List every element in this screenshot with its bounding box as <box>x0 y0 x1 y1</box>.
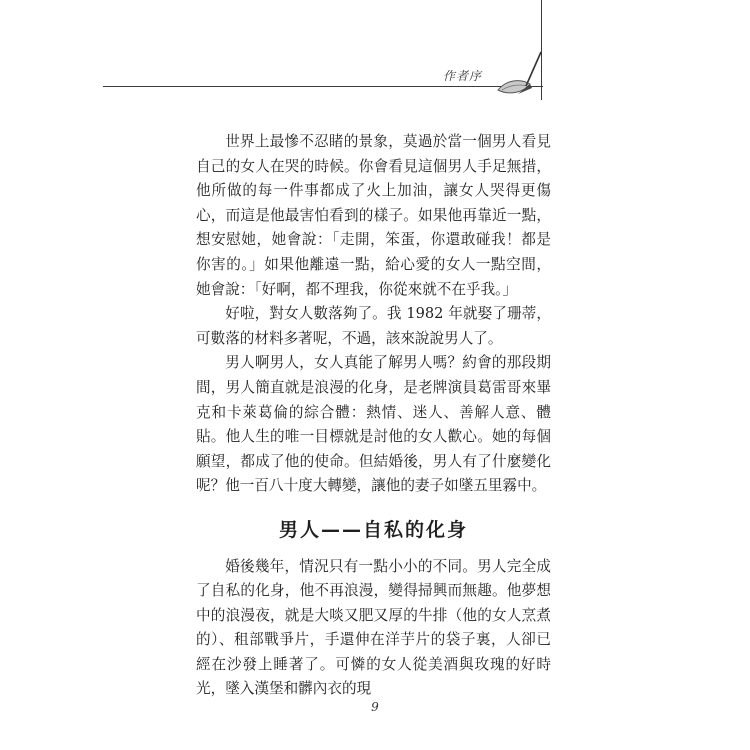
paragraph: 男人啊男人，女人真能了解男人嗎？約會的那段期間，男人簡直就是浪漫的化身，是老牌演員葛雷哥來畢克和卡萊葛倫的綜合體：熱情、迷人、善解人意、體貼。他人生的唯一目標就是討他的女人歡心。她的每個願望，都成了他的使命。但結婚後，男人有了什麼變化呢？他一百八十度大轉變，讓他的妻子如墜五里霧中。 <box>196 354 551 495</box>
running-title: 作者序 <box>443 69 483 83</box>
paragraph: 好啦，對女人數落夠了。我 1982 年就娶了珊蒂，可數落的材料多著呢，不過，該來說說男人了。 <box>196 305 551 347</box>
paragraph: 婚後幾年，情況只有一點小小的不同。男人完全成了自私的化身，他不再浪漫，變得掃興而無趣。他夢想中的浪漫夜，就是大啖又肥又厚的牛排（他的女人烹煮的）、租部戰爭片，手還伸在洋芋片的袋子裏，人卻已經在沙發上睡著了。可憐的女人從美酒與玫瑰的好時光，墜入漢堡和髒內衣的現 <box>196 557 551 698</box>
header-rule <box>103 86 543 87</box>
paragraph: 世界上最慘不忍睹的景象，莫過於當一個男人看見自己的女人在哭的時候。你會看見這個男人手足無措，他所做的每一件事都成了火上加油，讓女人哭得更傷心，而這是他最害怕看到的樣子。如果他再靠近一點，想安慰她，她會說：「走開，笨蛋，你還敢碰我！都是你害的。」如果他離遠一點，給心愛的女人一點空間，她會說：「好啊，都不理我，你從來就不在乎我。」 <box>196 133 551 298</box>
body-text <box>196 130 551 702</box>
section-heading: 男人——自私的化身 <box>278 518 468 541</box>
pen-nib-icon <box>496 50 542 102</box>
page-number: 9 <box>371 700 379 714</box>
